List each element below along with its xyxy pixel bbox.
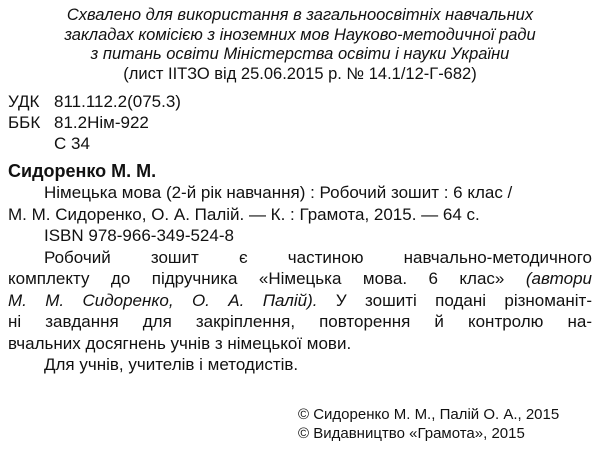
annotation-audience: Для учнів, учителів і методистів.	[44, 355, 299, 374]
bbk-label: ББК	[8, 113, 41, 132]
udk-label: УДК	[8, 92, 40, 111]
annotation-line-4: ні завдання для закріплення, повторення й контролю на-	[8, 312, 592, 331]
approval-line-2: закладах комісією з іноземних мов Науково-методичної ради	[64, 25, 536, 44]
annotation-authors-names: М. М. Сидоренко, О. А. Палій).	[8, 290, 318, 310]
author-mark: С 34	[54, 134, 90, 153]
copyright-block	[298, 405, 559, 443]
annotation-line-2-text: комплекту до підручника «Німецька мова. 6 клас»	[8, 269, 526, 288]
udk-row	[8, 91, 181, 112]
copyright-authors: © Сидоренко М. М., Палій О. А., 2015	[298, 406, 560, 423]
isbn: ISBN 978-966-349-524-8	[44, 226, 234, 245]
bibliographic-description	[8, 182, 592, 376]
author-mark-row	[8, 133, 181, 154]
annotation-line-5: вчальних досягнень учнів з німецької мови.	[8, 333, 352, 353]
annotation-line-3-text: У зошиті подані різноманіт-	[317, 290, 592, 310]
annotation-line-1: Робочий зошит є частиною навчально-методичного	[44, 247, 592, 267]
annotation-line-3	[8, 290, 592, 312]
annotation-authors-note: (автори	[525, 269, 592, 288]
title-line-2: М. М. Сидоренко, О. А. Палій. — К. : Грамота, 2015. — 64 с.	[8, 204, 480, 224]
approval-line-1: Схвалено для використання в загальноосвітніх навчальних	[66, 6, 534, 24]
copyright-publisher: © Видавництво «Грамота», 2015	[298, 425, 525, 442]
annotation	[8, 247, 592, 376]
udk-value: 811.112.2(075.3)	[54, 92, 181, 111]
title-line-1: Німецька мова (2-й рік навчання) : Робочий зошит : 6 клас /	[44, 183, 513, 202]
annotation-line-2	[8, 268, 592, 290]
bibliography-author: Сидоренко М. М.	[8, 161, 157, 181]
approval-line-3: з питань освіти Міністерства освіти і науки України	[90, 45, 510, 63]
approval-notice	[0, 6, 600, 84]
classification-codes	[8, 91, 181, 154]
bbk-row	[8, 112, 181, 133]
approval-letter-reference: (лист ІІТЗО від 25.06.2015 р. № 14.1/12-Г-682)	[123, 64, 477, 83]
bbk-value: 81.2Нім-922	[54, 113, 149, 132]
